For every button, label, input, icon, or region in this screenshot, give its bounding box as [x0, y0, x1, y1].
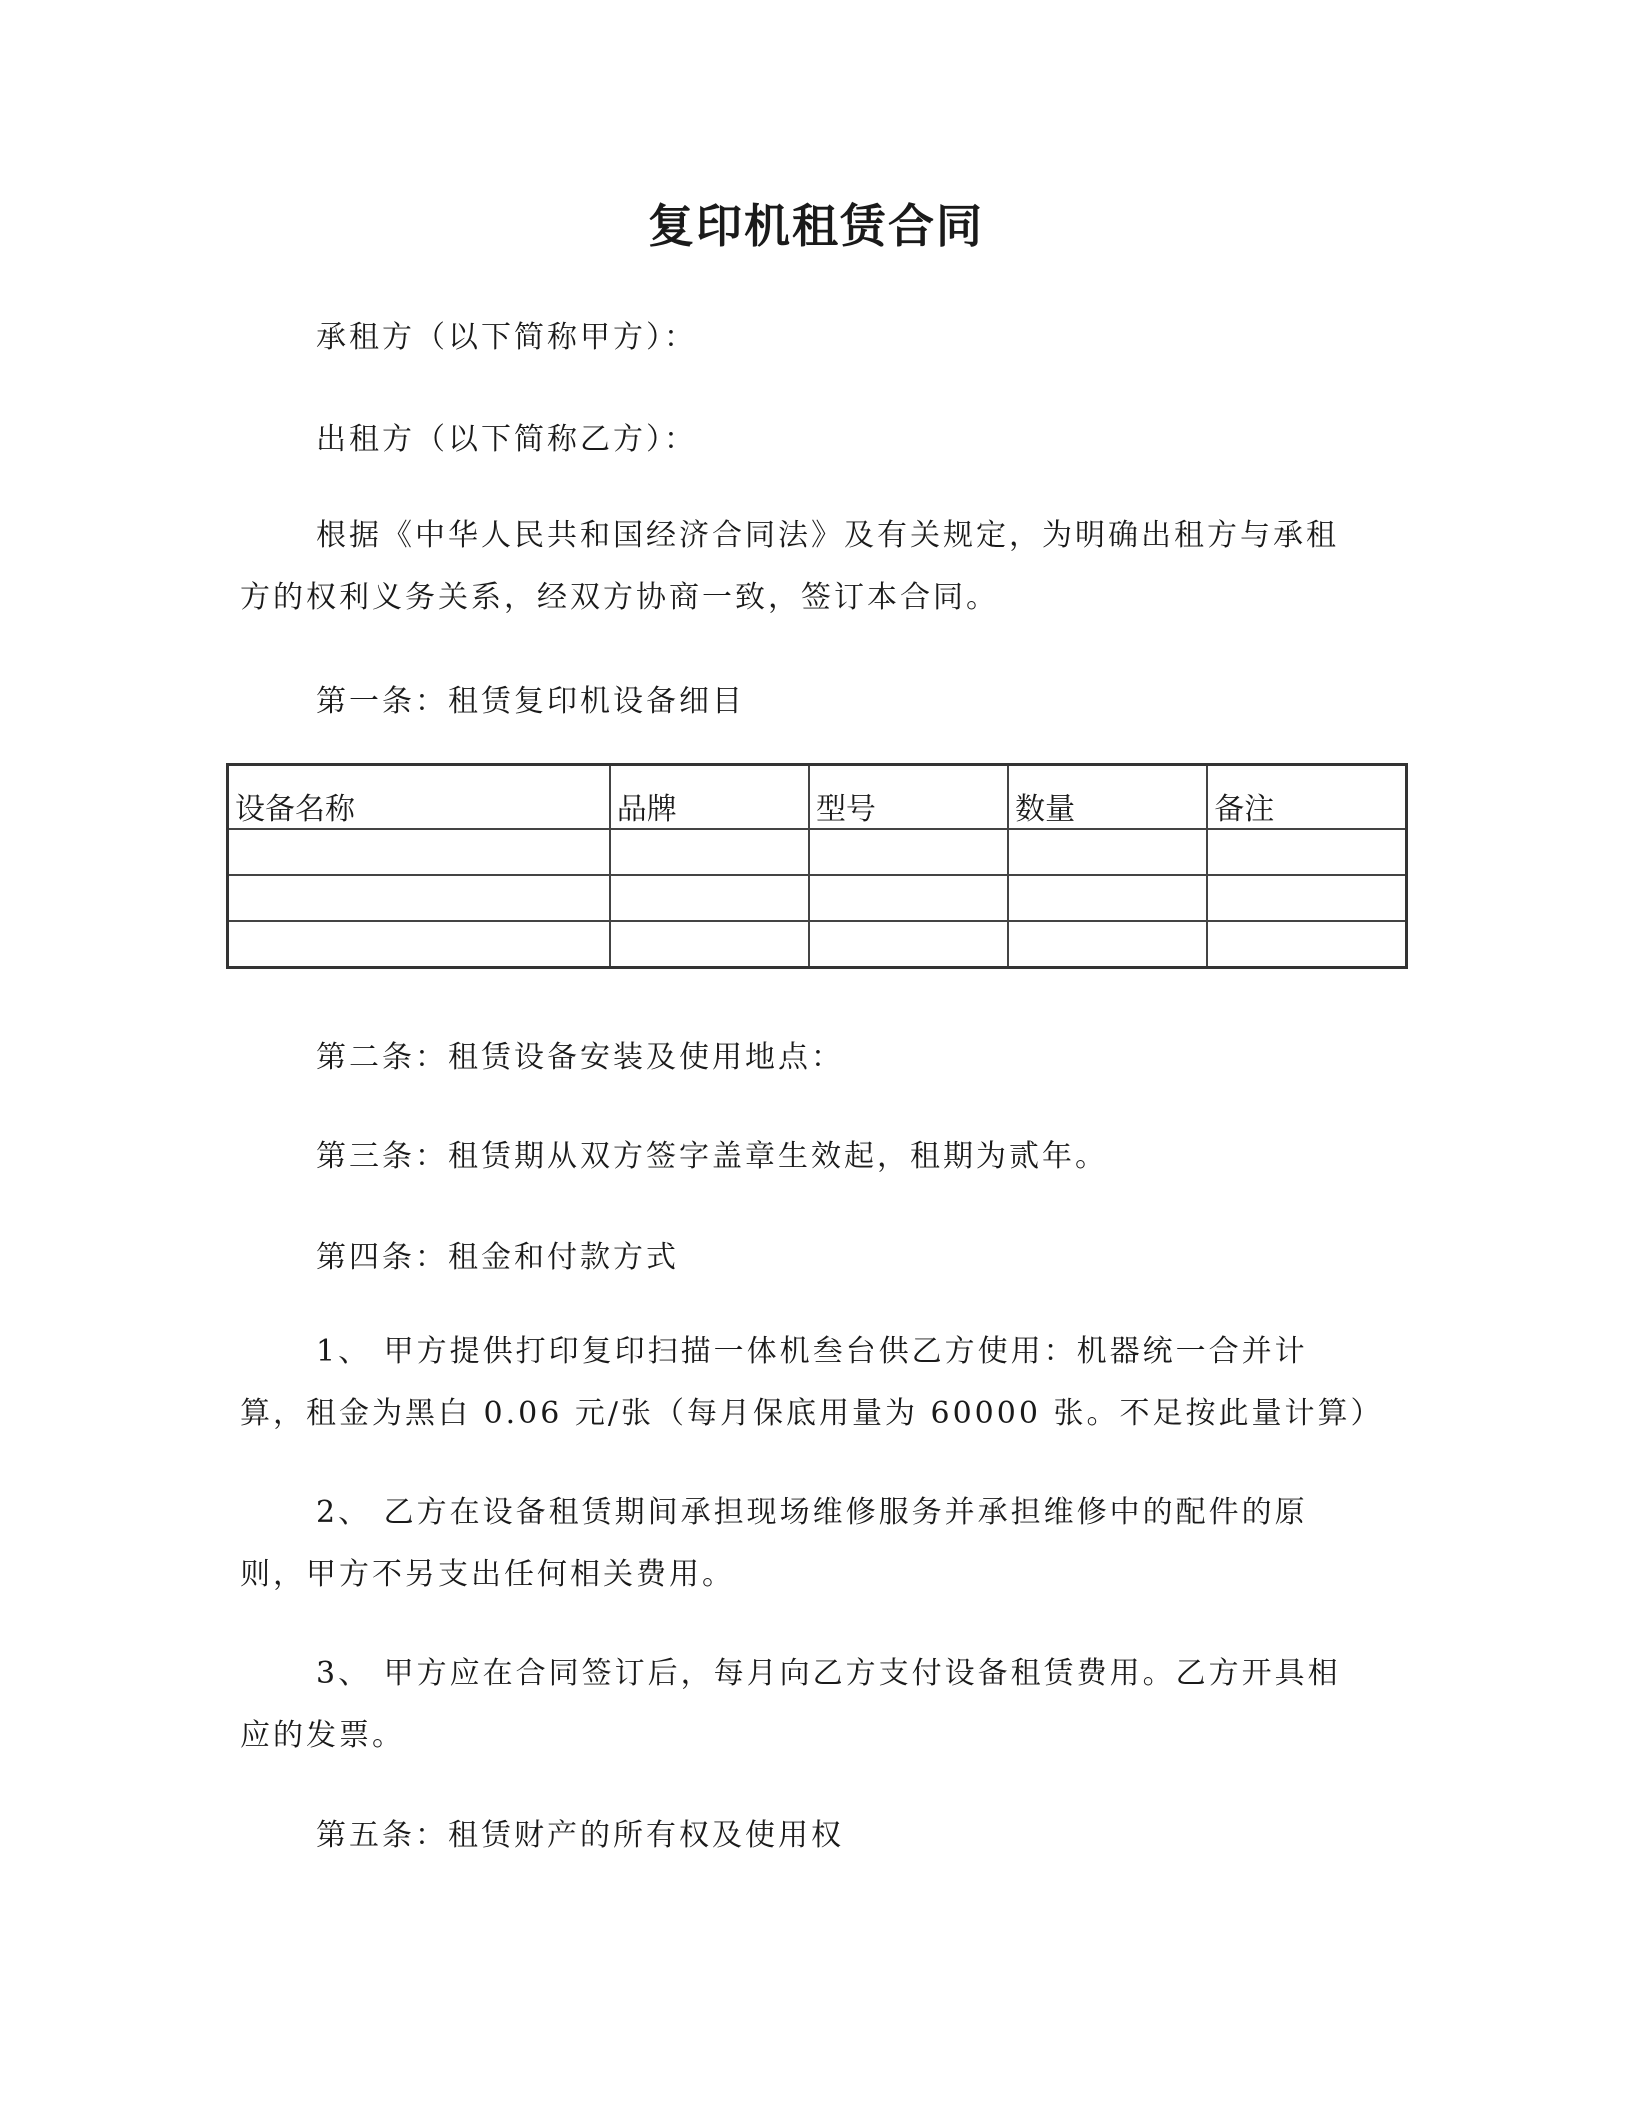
- table-cell: [1207, 875, 1406, 921]
- table-cell: [228, 875, 610, 921]
- table-header-cell: 型号: [809, 765, 1008, 830]
- table-cell: [1008, 875, 1207, 921]
- table-cell: [610, 829, 809, 875]
- article-3-heading: 第三条：租赁期从双方签字盖章生效起，租期为贰年。: [316, 1139, 1108, 1174]
- table-cell: [610, 875, 809, 921]
- table-cell: [1207, 921, 1406, 968]
- article-2-heading: 第二条：租赁设备安装及使用地点：: [316, 1040, 844, 1075]
- preamble-paragraph: 根据《中华人民共和国经济合同法》及有关规定，为明确出租方与承租方的权利义务关系，经双方协商一致，签订本合同。: [240, 518, 1339, 615]
- article-5-heading: 第五条：租赁财产的所有权及使用权: [316, 1818, 844, 1853]
- table-header-cell: 设备名称: [228, 765, 610, 830]
- document-title: 复印机租赁合同: [648, 199, 984, 253]
- table-cell: [610, 921, 809, 968]
- equipment-table: [226, 763, 1408, 969]
- article-4-item-2: 2、 乙方在设备租赁期间承担现场维修服务并承担维修中的配件的原则，甲方不另支出任何相关费用。: [240, 1495, 1308, 1592]
- table-header-cell: 数量: [1008, 765, 1207, 830]
- table-row: [228, 921, 1407, 968]
- table-cell: [809, 875, 1008, 921]
- table-cell: [1008, 921, 1207, 968]
- table-cell: [1008, 829, 1207, 875]
- article-4-item-1: 1、 甲方提供打印复印扫描一体机叁台供乙方使用：机器统一合并计算，租金为黑白 0.06 元/张（每月保底用量为 60000 张。不足按此量计算）: [240, 1334, 1384, 1431]
- lessee-line: 承租方（以下简称甲方）：: [316, 320, 697, 355]
- article-4-heading: 第四条：租金和付款方式: [316, 1240, 679, 1275]
- table-cell: [809, 829, 1008, 875]
- article-1-heading: 第一条：租赁复印机设备细目: [316, 684, 745, 719]
- table-cell: [809, 921, 1008, 968]
- table-cell: [228, 829, 610, 875]
- table-row: [228, 829, 1407, 875]
- table-row: [228, 875, 1407, 921]
- table-header-cell: 备注: [1207, 765, 1406, 830]
- table-header-row: [228, 765, 1407, 830]
- lessor-line: 出租方（以下简称乙方）：: [316, 422, 697, 457]
- table-cell: [228, 921, 610, 968]
- table-header-cell: 品牌: [610, 765, 809, 830]
- article-4-item-3: 3、 甲方应在合同签订后，每月向乙方支付设备租赁费用。乙方开具相应的发票。: [240, 1656, 1341, 1753]
- table-cell: [1207, 829, 1406, 875]
